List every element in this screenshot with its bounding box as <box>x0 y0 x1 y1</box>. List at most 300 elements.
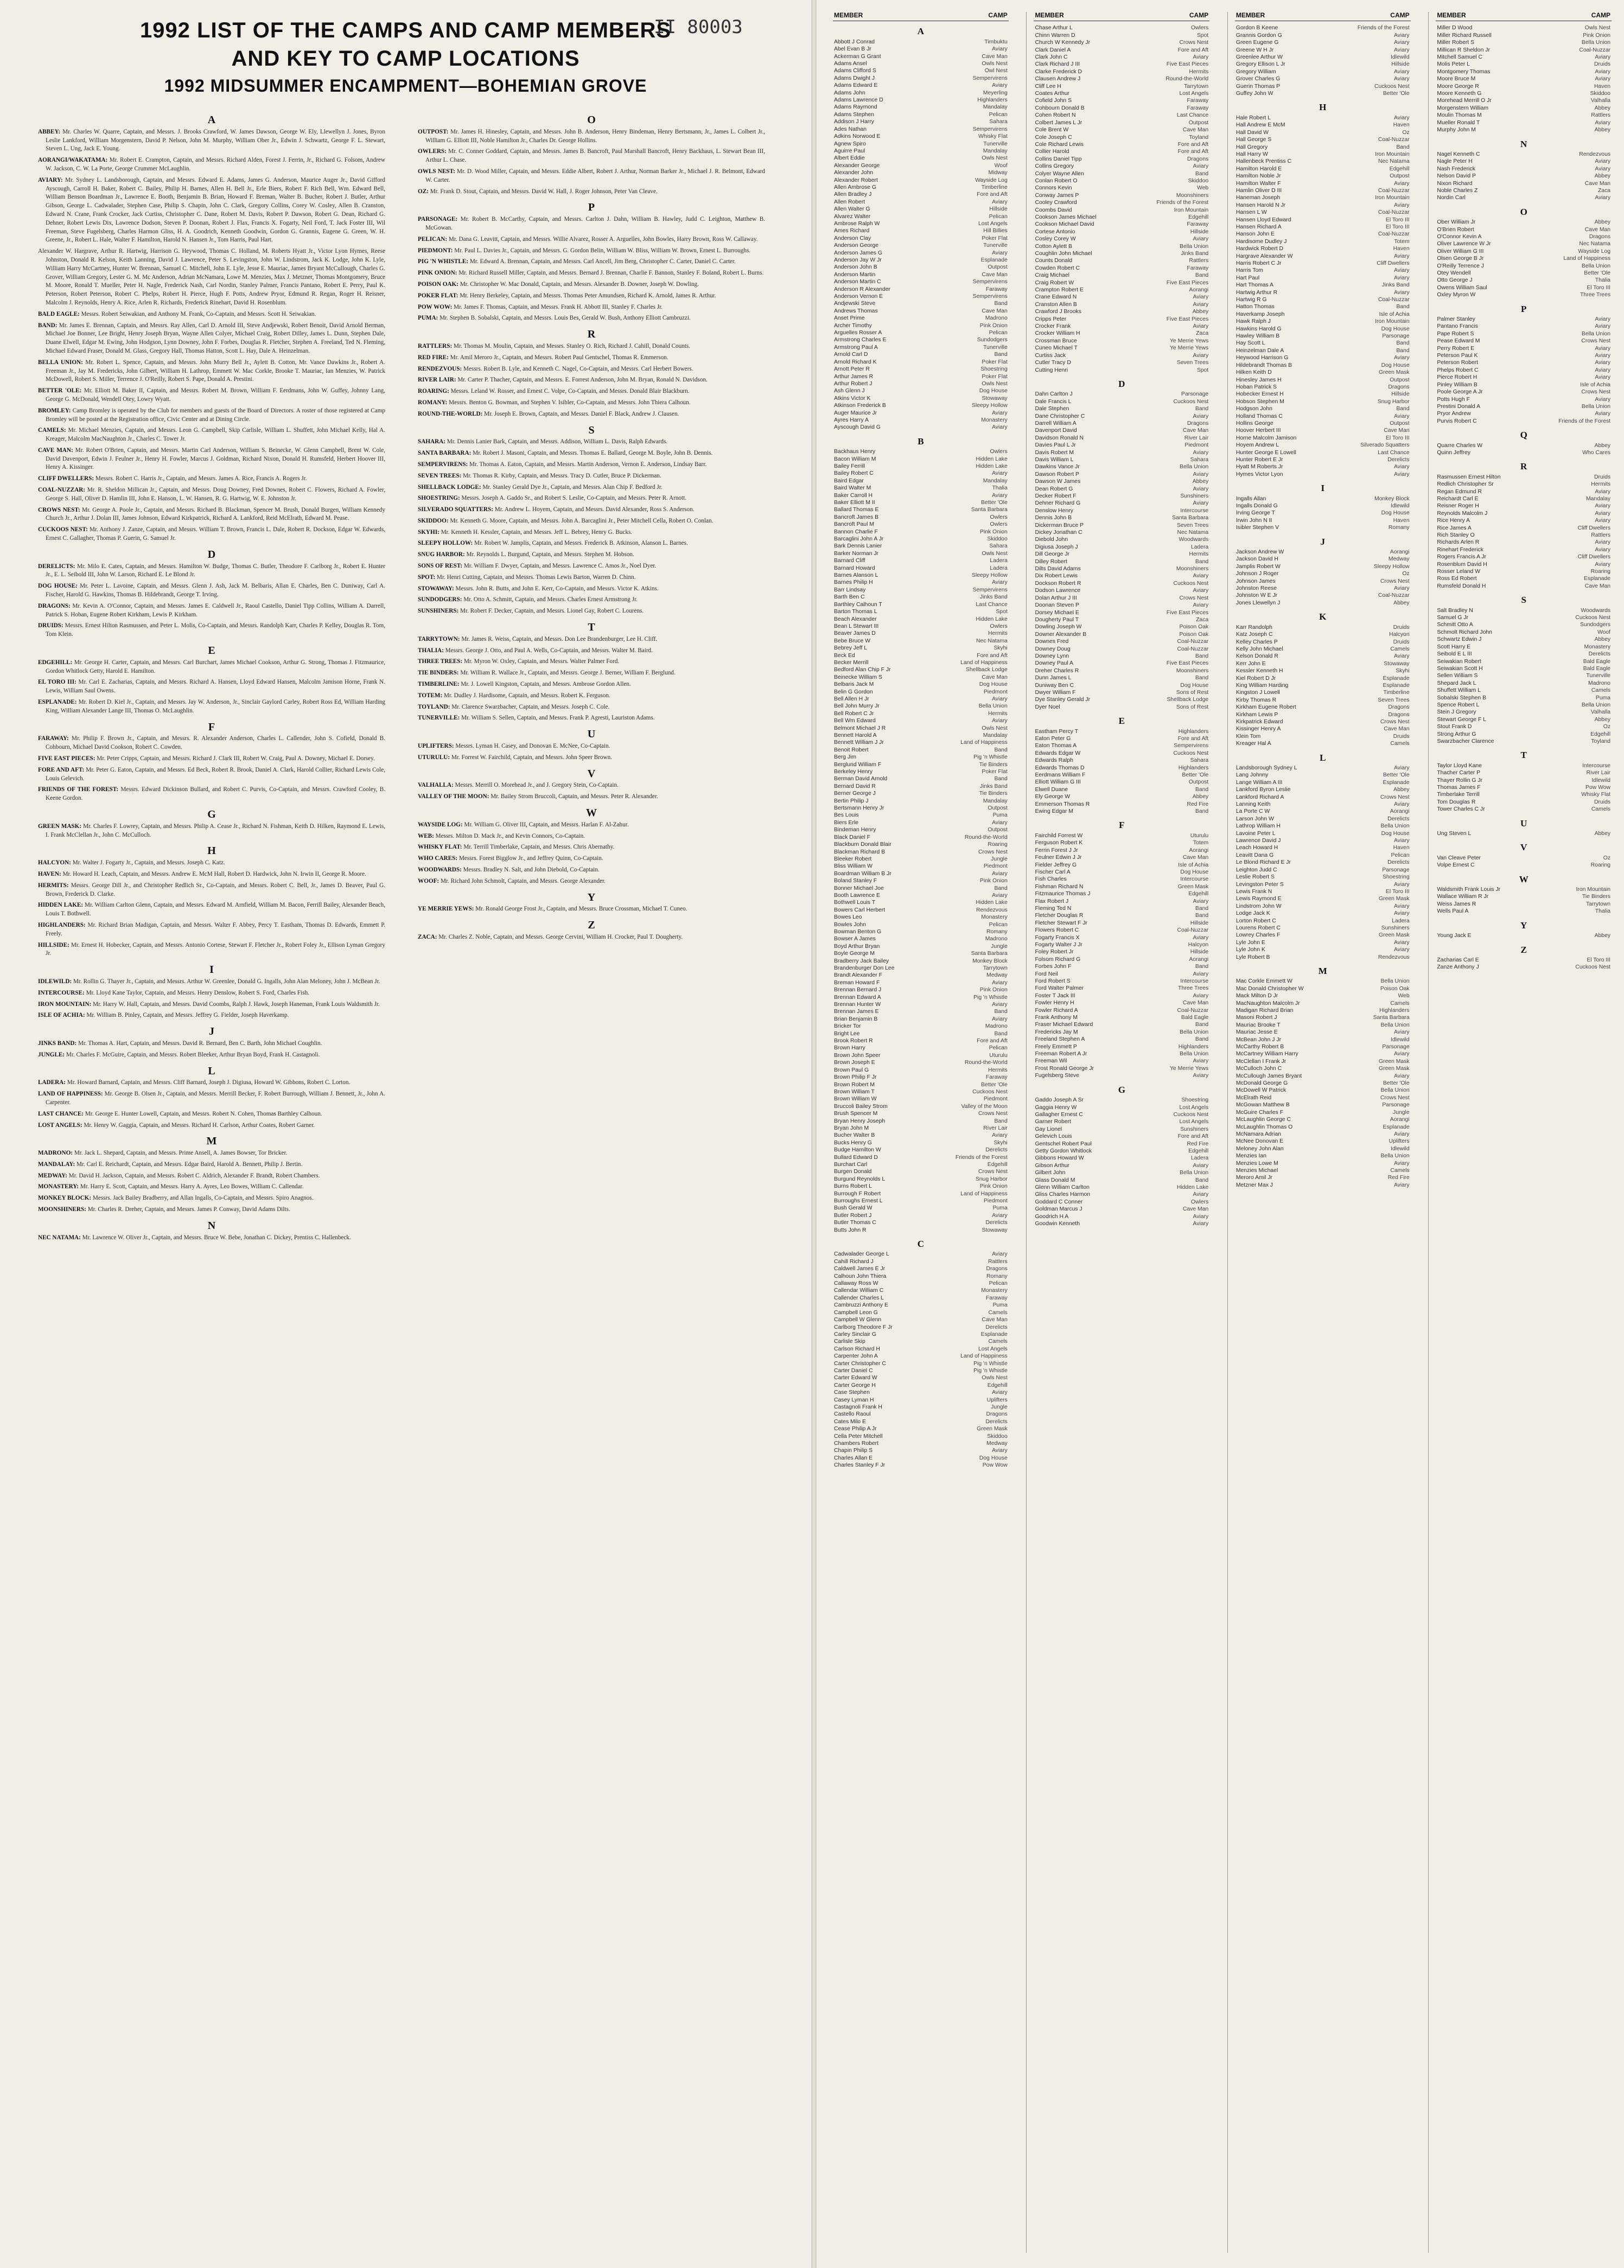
member-name: Haneman Joseph <box>1235 195 1281 201</box>
member-row <box>833 1389 1009 1396</box>
member-camp: Friends of the Forest <box>955 1154 1008 1161</box>
member-row <box>833 1037 1009 1044</box>
camp-list-column-2 <box>418 109 765 2241</box>
member-name: Cole Richard Lewis <box>1035 141 1084 148</box>
section-letter: D <box>207 548 216 560</box>
member-name: Dawson W James <box>1035 479 1081 485</box>
camp-members: Mr. Harry W. Hall, Captain, and Messrs. David Coombs, Ralph J. Hawk, Joseph Haneman, Frank Louis Waldsmith Jr. <box>93 1001 380 1008</box>
member-camp: Skiddoo <box>1188 177 1209 184</box>
column-divider <box>1026 12 1027 2253</box>
member-row <box>1235 816 1411 823</box>
member-camp: Aviary <box>992 199 1008 205</box>
member-row <box>833 293 1009 300</box>
member-camp: Tie Binders <box>979 761 1008 768</box>
member-camp: Aviary <box>992 470 1008 477</box>
member-name: Goddard C Conner <box>1035 1199 1083 1205</box>
member-camp: Ye Merrie Yews <box>1169 1065 1209 1072</box>
member-camp: Aviary <box>1595 345 1611 352</box>
member-name: McDowell W Patrick <box>1235 1087 1287 1094</box>
member-row <box>1235 75 1411 82</box>
member-name: Menzies Lowe M <box>1235 1160 1278 1167</box>
member-camp: Faraway <box>1187 105 1209 111</box>
member-camp: Aviary <box>1193 1221 1209 1227</box>
member-name: Pantano Francis <box>1437 323 1478 330</box>
member-name: Bliss William W <box>834 863 872 870</box>
camp-members: Mr. Henry W. Gaggia, Captain, and Messrs. Richard H. Carlson, Arthur Coates, Robert Garner. <box>84 1122 315 1129</box>
member-name: Berkeley Henry <box>834 769 873 775</box>
member-name: Bruccoli Bailey Strom <box>834 1103 888 1110</box>
member-name: Ford Walter Palmer <box>1035 985 1084 992</box>
member-camp: Esplanade <box>980 257 1008 263</box>
member-row <box>833 1212 1009 1219</box>
member-row <box>1436 173 1612 180</box>
member-row <box>833 928 1009 935</box>
member-camp: Abbey <box>1393 787 1410 793</box>
member-camp: Silverado Squatters <box>1360 442 1410 449</box>
member-camp: Woof <box>994 162 1008 169</box>
member-name: Fugelsberg Steve <box>1035 1073 1079 1079</box>
member-name: Colyer Wayne Allen <box>1035 170 1084 177</box>
member-name: Brandenburger Don Lee <box>834 965 895 971</box>
member-camp: Coal-Nuzzar <box>1378 187 1410 194</box>
member-camp: Mandalay <box>983 104 1008 111</box>
member-row <box>1235 61 1411 68</box>
camp-members: Mr. Robert L. Spence, Captain, and Messrs. John Murry Bell Jr., Aylett B. Cotton, Mr. Vance Dawkins Jr., Robert A. Freeman Jr., Jay M. Fredericks, John Gilbert, William H. Lathrop, Emmett W. Mac Corkle, Brooke T. Mauriac, Ian Menzies, W. Patrick McDowell, Robert S. Miller, Terrence J. O'Reilly, Robert S. Pape, Donald A. Prestini. <box>46 359 385 383</box>
member-name: Sellen William S <box>1437 673 1478 679</box>
member-name: Burgund Reynolds L <box>834 1176 886 1182</box>
member-row <box>1235 772 1411 779</box>
member-camp: Green Mask <box>1379 896 1410 902</box>
member-camp: Hill Billies <box>983 228 1008 234</box>
member-row <box>833 826 1009 833</box>
member-row <box>1034 345 1209 352</box>
member-row <box>1034 1206 1209 1213</box>
member-name: Carter George H <box>834 1382 876 1388</box>
member-name: Carlisle Skip <box>834 1339 865 1345</box>
member-row <box>1436 553 1612 560</box>
member-name: Zanze Anthony J <box>1437 964 1479 971</box>
member-camp: Round-the-World <box>1166 76 1209 82</box>
member-row <box>833 834 1009 841</box>
member-name: Goldman Marcus J <box>1035 1206 1082 1213</box>
member-row <box>833 485 1009 492</box>
member-name: Fleming Ted N <box>1035 905 1072 912</box>
member-camp: Aviary <box>992 1251 1008 1258</box>
member-row <box>833 1455 1009 1462</box>
member-camp: Faraway <box>985 286 1008 292</box>
camp-members: Mr. Peter Cripps, Captain, and Messrs. Richard J. Clark III, Robert W. Craig, Paul A. Downey, Michael E. Dorsey. <box>97 755 375 762</box>
camp-members: Mr. Edward A. Brennan, Captain, and Messrs. Carl Ancell, Jim Berg, Christopher C. Carter, Daniel C. Carter. <box>469 258 736 265</box>
member-row <box>833 67 1009 74</box>
camp-entry <box>38 310 385 319</box>
member-camp: Aviary <box>1393 910 1410 917</box>
member-camp: Highlanders <box>1178 728 1209 735</box>
member-name: Coughlin John Michael <box>1035 251 1092 257</box>
member-row <box>833 271 1009 278</box>
camp-entry <box>38 475 385 483</box>
member-row <box>1436 517 1612 524</box>
member-row <box>833 213 1009 220</box>
member-row <box>833 387 1009 394</box>
camp-name: POISON OAK: <box>418 281 460 288</box>
member-name: Schmolt Richard John <box>1437 629 1492 635</box>
camp-members: Mr. Lawrence W. Oliver Jr., Captain, and Messrs. Bruce W. Bebe, Jonathan C. Dickey, Prentiss C. Hallenbeck. <box>82 1234 351 1241</box>
member-camp: Dog House <box>1381 830 1410 837</box>
member-row <box>833 1118 1009 1125</box>
member-name: Davis Robert M <box>1035 449 1074 456</box>
member-name: Seiwakian Robert <box>1437 658 1481 665</box>
member-camp: Camels <box>988 1339 1008 1345</box>
member-row <box>1436 546 1612 553</box>
member-camp: Aviary <box>1193 1073 1209 1079</box>
member-camp: Crows Nest <box>978 1111 1008 1117</box>
member-camp: Puma <box>992 812 1008 819</box>
member-row <box>1436 738 1612 745</box>
member-name: Carter Christopher C <box>834 1360 886 1367</box>
member-camp: Roaring <box>988 842 1008 848</box>
member-row <box>1034 572 1209 579</box>
member-camp: Aviary <box>1393 40 1410 46</box>
member-name: Adams Stephen <box>834 111 874 118</box>
member-camp: Lost Angels <box>1179 1119 1209 1125</box>
member-row <box>833 1360 1009 1367</box>
member-name: Gilbert John <box>1035 1170 1066 1176</box>
member-camp: Band <box>1195 1036 1209 1043</box>
member-row <box>1235 39 1411 46</box>
member-row <box>1034 1220 1209 1227</box>
member-row <box>1034 616 1209 623</box>
camp-name: AORANGI/WAKATAMA: <box>38 157 110 164</box>
member-name: Barcaglini John A Jr <box>834 536 884 543</box>
member-camp: Parsonage <box>1382 1044 1410 1050</box>
camp-name: DRAGONS: <box>38 602 73 609</box>
section-letter: A <box>207 114 216 126</box>
camp-entry <box>418 658 765 666</box>
member-name: Blackburn Donald Blair <box>834 842 891 848</box>
member-name: Adams Lawrence D <box>834 97 883 104</box>
member-row <box>1034 141 1209 148</box>
member-row <box>1436 316 1612 323</box>
member-camp: Camels <box>1390 1000 1410 1006</box>
member-letter: B <box>918 436 924 447</box>
member-row <box>833 199 1009 206</box>
member-camp: Intercourse <box>1180 507 1209 514</box>
member-row <box>1436 629 1612 636</box>
member-row <box>833 359 1009 366</box>
camp-name: FIVE EAST PIECES: <box>38 755 97 762</box>
member-camp: Idlewild <box>1390 503 1410 509</box>
member-camp: Friends of the Forest <box>1357 25 1410 31</box>
camp-entry <box>418 528 765 537</box>
member-row <box>1235 90 1411 97</box>
camp-name: MANDALAY: <box>38 1161 77 1168</box>
member-camp: Edgehill <box>1188 214 1209 220</box>
camp-entry <box>418 714 765 723</box>
member-row <box>1235 556 1411 563</box>
member-row <box>1034 832 1209 839</box>
camp-members: Mr. Bailey Strom Bruccoli, Captain, and Messrs. Peter R. Alexander. <box>491 793 658 800</box>
camp-name: LAND OF HAPPINESS: <box>38 1091 105 1098</box>
member-letter: L <box>1320 752 1326 763</box>
member-header-label: MEMBER <box>834 12 863 19</box>
camp-entry <box>418 410 765 419</box>
member-camp: Dog House <box>979 681 1008 688</box>
member-camp: Aviary <box>1393 47 1410 53</box>
member-camp: Sahara <box>989 543 1008 550</box>
member-name: Rogers Francis A Jr <box>1437 554 1486 560</box>
member-row <box>833 242 1009 249</box>
camp-entry <box>418 742 765 751</box>
member-name: Purvis Robert C <box>1437 418 1477 424</box>
member-row <box>1034 786 1209 793</box>
camp-entry <box>418 168 765 185</box>
member-name: Kreager Hal A <box>1235 741 1271 747</box>
member-row <box>833 1190 1009 1197</box>
member-camp: Owlers <box>990 449 1008 455</box>
member-camp: Crows Nest <box>978 1169 1008 1175</box>
member-row <box>1436 219 1612 226</box>
member-name: Abel Evan B Jr <box>834 46 871 53</box>
member-row <box>1436 651 1612 658</box>
member-row <box>1235 585 1411 592</box>
member-name: Black Daniel F <box>834 834 870 840</box>
member-name: Holland Thomas C <box>1235 413 1283 419</box>
camp-entry <box>38 582 385 600</box>
camp-entry <box>38 1051 385 1060</box>
camp-entry <box>38 1040 385 1048</box>
member-row <box>833 206 1009 213</box>
member-camp: Shoestring <box>1181 1097 1209 1104</box>
member-row <box>833 1008 1009 1015</box>
member-name: Crocker William H <box>1035 330 1080 337</box>
member-camp: Aviary <box>1393 355 1410 361</box>
member-name: Kirkham Eugene Robert <box>1235 704 1296 711</box>
camp-name: BROMLEY: <box>38 407 73 414</box>
camp-name: WOOF: <box>418 877 441 884</box>
member-name: Jackson David H <box>1235 556 1278 563</box>
member-row <box>833 1273 1009 1280</box>
member-row <box>1235 151 1411 158</box>
member-name: Cahill Richard J <box>834 1258 874 1265</box>
member-camp: Druids <box>1393 733 1410 740</box>
member-row <box>833 805 1009 812</box>
member-row <box>1034 602 1209 609</box>
member-camp: Dog House <box>979 388 1008 394</box>
member-row <box>1034 192 1209 199</box>
member-name: Scott Harry E <box>1437 644 1471 650</box>
camp-members: Mr. George A. Poole Jr., Captain, and Messrs. Richard B. Blackman, Spencer M. Brush, Donald Burgen, William Kennedy Church Jr., Arthur J. Dolan III, James Johnson, Edward Kirkpatrick, Richard A. Lankford, Reid McElrath, Edward M. Pease. <box>46 506 385 522</box>
member-row <box>1235 689 1411 696</box>
member-name: Cortese Antonio <box>1035 228 1075 235</box>
member-name: Zacharias Carl E <box>1437 957 1479 963</box>
member-camp: Bella Union <box>1180 464 1209 470</box>
section-letter: Z <box>588 919 595 932</box>
member-camp: Dragons <box>1388 384 1410 390</box>
member-name: Guerin Thomas P <box>1235 83 1281 90</box>
member-row <box>1235 570 1411 577</box>
member-name: Mauriac Jesse E <box>1235 1029 1278 1036</box>
member-camp: Jinks Band <box>1181 251 1209 257</box>
camp-members: Messrs. Ernest Hilton Rasmussen, and Peter L. Molis, Co-Captain, and Messrs. Randolph Karr, Charles P. Kelley, Douglas R. Tom, Tom Klein. <box>46 622 385 638</box>
member-row <box>833 1219 1009 1226</box>
member-row <box>1436 575 1612 582</box>
member-row <box>1235 1124 1411 1131</box>
member-row <box>1436 709 1612 716</box>
member-row <box>1034 704 1209 711</box>
member-name: Cutler Tracy D <box>1035 360 1071 366</box>
member-row <box>1235 1014 1411 1021</box>
member-camp: Owlers <box>990 514 1008 520</box>
member-camp: Tie Binders <box>1582 894 1611 900</box>
member-name: Millican R Sheldon Jr <box>1437 47 1490 53</box>
member-name: Prestini Donald A <box>1437 403 1481 410</box>
camp-name: CLIFF DWELLERS: <box>38 475 95 482</box>
member-camp: Cave Man <box>1182 428 1209 434</box>
member-name: Barthley Calhoun T <box>834 601 882 608</box>
camp-entry <box>38 387 385 404</box>
member-name: Anderson George <box>834 243 879 249</box>
member-row <box>1034 478 1209 485</box>
member-row <box>1034 177 1209 184</box>
member-camp: Aviary <box>1393 202 1410 208</box>
member-camp: Bella Union <box>978 703 1008 710</box>
member-name: Greenlee Arthur W <box>1235 54 1283 61</box>
member-camp: Highlanders <box>1379 1008 1410 1014</box>
member-name: Crossman Bruce <box>1035 337 1077 344</box>
member-row <box>833 659 1009 666</box>
member-camp: Aviary <box>1595 518 1611 524</box>
member-camp: Hidden Lake <box>976 616 1008 622</box>
member-row <box>1034 75 1209 82</box>
member-row <box>1436 614 1612 621</box>
member-name: Hawkins Harold G <box>1235 326 1282 332</box>
member-camp: Aviary <box>1193 352 1209 359</box>
camp-entry <box>38 322 385 356</box>
member-camp: Haven <box>1393 122 1410 129</box>
member-row <box>1436 75 1612 82</box>
member-row <box>833 278 1009 285</box>
member-row <box>833 336 1009 343</box>
member-row <box>833 1074 1009 1081</box>
member-name: Adams Dwight J <box>834 75 875 81</box>
member-name: Downes Fred <box>1035 639 1069 645</box>
member-name: Anset Prime <box>834 315 865 322</box>
member-camp: Derelicts <box>1588 651 1611 658</box>
member-name: Blackman Richard B <box>834 849 886 855</box>
camp-members: Mr. Kenneth H. Kessler, Captain, and Messrs. Jeff L. Bebrey, Henry G. Bucks. <box>441 528 633 536</box>
member-name: Callendar William C <box>834 1288 884 1294</box>
member-name: Bright Lee <box>834 1030 860 1037</box>
member-name: Ober William Jr <box>1437 219 1476 226</box>
member-camp: Pig 'n Whistle <box>973 754 1008 761</box>
member-camp: Aviary <box>1393 471 1410 477</box>
member-name: Andrews Thomas <box>834 308 878 314</box>
member-camp: Aviary <box>1193 236 1209 243</box>
camp-entry <box>38 176 385 245</box>
member-name: Adams Clifford S <box>834 68 876 74</box>
member-camp: Roaring <box>1590 862 1611 869</box>
member-name: Kelly John Michael <box>1235 646 1283 652</box>
camp-name: POKER FLAT: <box>418 292 460 299</box>
camp-members: Messrs. Merrill O. Morehead Jr., and J. Gregory Stein, Co-Captain. <box>455 782 619 789</box>
member-row <box>833 877 1009 884</box>
member-row <box>1034 750 1209 757</box>
member-name: Kessler Kenneth H <box>1235 668 1283 674</box>
member-camp: Aviary <box>1393 1131 1410 1137</box>
camp-members: Messrs. George Dill Jr., and Christopher Redlich Sr., Co-Captain, and Messrs. Robert C. Bell, Jr., James D. Beaver, Paul G. Brown, Frederick D. Clarke. <box>46 882 385 897</box>
member-camp: Sundodgers <box>1580 622 1611 628</box>
member-name: Leavitt Dana G <box>1235 852 1274 858</box>
camp-entry <box>418 635 765 644</box>
member-camp: Aviary <box>1595 119 1611 126</box>
member-camp: Cliff Dwellers <box>1577 554 1611 560</box>
member-camp: Hillside <box>1391 391 1410 398</box>
member-name: Bennett Harold A <box>834 732 877 738</box>
member-camp: Esplanade <box>1383 779 1410 786</box>
member-camp: Aviary <box>992 1212 1008 1219</box>
member-camp: Bella Union <box>1380 1153 1410 1160</box>
camp-members: Mr. Stephen B. Sobalski, Captain, and Messrs. Louis Bes, Gerald W. Bush, Anthony Elliott Cambruzzi. <box>440 315 691 322</box>
member-name: Bindeman Henry <box>834 827 876 833</box>
member-row <box>1235 1000 1411 1007</box>
member-name: Johnston Reese <box>1235 585 1277 592</box>
member-camp: Haven <box>1393 517 1410 524</box>
camp-name: THALIA: <box>418 647 445 654</box>
member-name: Miller D Wood <box>1437 25 1473 31</box>
member-camp: Ladera <box>1190 544 1209 550</box>
member-row <box>1235 435 1411 442</box>
member-camp: Santa Barbara <box>971 507 1008 513</box>
member-row <box>833 958 1009 965</box>
member-name: Edwards Edgar W <box>1035 750 1081 756</box>
camp-members: Mr. Charles F. McGuire, Captain, and Messrs. Robert Bleeker, Arthur Bryan Boyd, Frank H. Castagnoli. <box>66 1051 320 1058</box>
member-name: Armstrong Charles E <box>834 337 887 343</box>
member-row <box>1034 660 1209 667</box>
member-letter: I <box>1321 483 1325 494</box>
member-camp: Owl Nest <box>984 68 1008 74</box>
member-name: Denslow Henry <box>1035 507 1073 514</box>
member-row <box>833 1030 1009 1037</box>
member-name: Cella Peter Mitchell <box>834 1433 883 1439</box>
member-row <box>1034 68 1209 75</box>
member-camp: Aviary <box>1393 653 1410 660</box>
member-camp: Romany <box>1388 525 1410 531</box>
member-camp: Fore and Aft <box>1177 1133 1209 1140</box>
member-camp: Sundodgers <box>977 337 1008 343</box>
member-row <box>1034 934 1209 941</box>
member-camp: Band <box>994 1009 1008 1015</box>
member-column <box>1235 12 1411 2258</box>
member-name: Dane Christopher C <box>1035 413 1085 419</box>
member-camp: Aviary <box>1193 1213 1209 1220</box>
member-camp: Crows Nest <box>1380 718 1410 725</box>
member-row <box>1436 442 1612 449</box>
member-letter: F <box>1119 820 1125 831</box>
camp-entry <box>418 314 765 323</box>
member-row <box>1436 908 1612 915</box>
section-letter: W <box>586 807 597 819</box>
member-row <box>833 1418 1009 1425</box>
member-row <box>1235 932 1411 939</box>
member-camp: Aviary <box>1393 801 1410 808</box>
member-row <box>1034 595 1209 602</box>
member-camp: Hermits <box>1189 551 1209 558</box>
member-row <box>1034 54 1209 61</box>
camp-entry <box>38 1122 385 1130</box>
camp-name: ESPLANADE: <box>38 699 79 706</box>
member-camp: Piedmont <box>983 689 1008 695</box>
member-name: Andjewski Steve <box>834 301 876 307</box>
